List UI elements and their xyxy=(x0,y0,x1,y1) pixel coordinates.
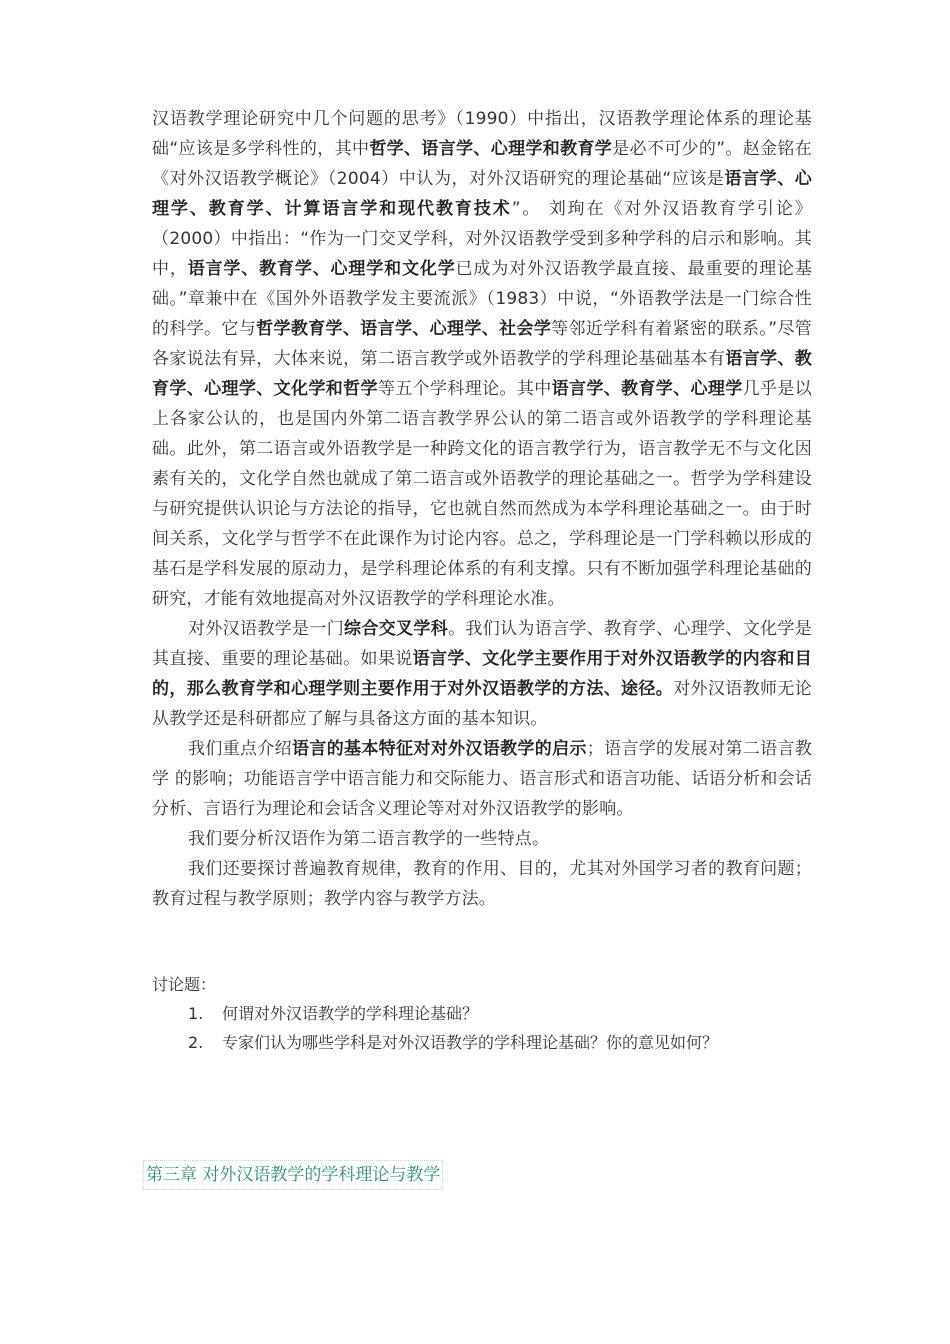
text-run: 已成为对外汉语教学最直接、最重要的理论基础。”章兼中在《国外外语教学发主要流派》（1983）中说，“外语教学法是一门综合性的科学。它与 xyxy=(152,259,813,339)
chapter-heading[interactable]: 第三章 对外汉语教学的学科理论与教学 xyxy=(143,1160,443,1190)
bold-run: 哲学、语言学、心理学和教育学 xyxy=(369,139,613,159)
text-run: 。我们认为语言学、教育学、心理学、文化学是其直接、重要的理论基础。如果说 xyxy=(152,619,812,669)
text-run: ”。 刘珣在《对外汉语教育学引论》（2000）中指出：“作为一门交叉学科，对外汉语教学受到多种学科的启示和影响。其中， xyxy=(152,199,812,279)
question-number: 2. xyxy=(188,1033,204,1052)
paragraph-interdisciplinary xyxy=(152,614,812,734)
paragraph-theory-basis xyxy=(152,104,812,614)
text-run: 几乎是以上各家公认的，也是国内外第二语言教学界公认的第二语言或外语教学的学科理论基础。此外，第二语言或外语教学是一种跨文化的语言教学行为，语言教学无不与文化因素有关的，文化学自然也就成了第二语言或外语教学的理论基础之一。哲学为学科建设与研究提供认识论与方法论的指导，它也就自然而然成为本学科理论基础之一。由于时间关系，文化学与哲学不在此课作为讨论内容。总之，学科理论是一门学科赖以形成的基石是学科发展的原动力，是学科理论体系的有利支撑。只有不断加强学科理论基础的研究，才能有效地提高对外汉语教学的学科理论水准。 xyxy=(152,379,813,609)
question-text: 专家们认为哪些学科是对外汉语教学的学科理论基础？你的意见如何？ xyxy=(222,1033,719,1052)
paragraph-focus xyxy=(152,734,812,824)
text-run: 汉语教学理论研究中几个问题的思考》（1990）中指出，汉语教学理论体系的理论基础“应该是多学科性的，其中 xyxy=(152,109,812,159)
question-text: 何谓对外汉语教学的学科理论基础？ xyxy=(222,1004,479,1023)
discussion-heading: 讨论题： xyxy=(152,975,217,994)
text-run: 对外汉语教师无论从教学还是科研都应了解与具备这方面的基本知识。 xyxy=(152,679,812,729)
text-run: 等邻近学科有着紧密的联系。”尽管各家说法有异，大体来说，第二语言教学或外语教学的学科理论基础基本有 xyxy=(152,319,812,369)
bold-run: 语言学、教育学、心理学 xyxy=(551,379,743,399)
bold-run: 语言学、教育学、心理学、文化学和哲学 xyxy=(152,349,813,399)
body-text xyxy=(152,104,812,914)
paragraph-education: 我们还要探讨普遍教育规律，教育的作用、目的，尤其对外国学习者的教育问题；教育过程与教学原则；教学内容与教学方法。 xyxy=(152,859,812,909)
text-run: 等五个学科理论。其中 xyxy=(377,379,552,399)
bold-run: 综合交叉学科 xyxy=(344,619,449,639)
question-number: 1. xyxy=(188,1004,204,1023)
text-run: 对外汉语教学是一门 xyxy=(188,619,345,639)
text-run: ；语言学的发展对第二语言教学 的影响；功能语言学中语言能力和交际能力、语言形式和语言功能、话语分析和会话分析、言语行为理论和会话含义理论等对对外汉语教学的影响。 xyxy=(152,739,813,819)
discussion-section xyxy=(152,970,832,1057)
bold-run: 语言学、文化学主要作用于对外汉语教学的内容和目的，那么教育学和心理学则主要作用于对外汉语教学的方法、途径。 xyxy=(152,649,812,699)
text-run: 是必不可少的”。赵金铭在《对外汉语教学概论》（2004）中认为，对外汉语研究的理论基础“应该是 xyxy=(152,139,812,189)
bold-run: 哲学教育学、语言学、心理学、社会学 xyxy=(256,319,552,339)
discussion-question xyxy=(152,1028,832,1057)
text-run: 我们重点介绍 xyxy=(188,739,293,759)
bold-run: 语言的基本特征对对外汉语教学的启示 xyxy=(292,739,587,759)
bold-run: 语言学、教育学、心理学和文化学 xyxy=(187,259,456,279)
bold-run: 语言学、心理学、教育学、计算语言学和现代教育技术 xyxy=(152,169,812,219)
paragraph-analysis: 我们要分析汉语作为第二语言教学的一些特点。 xyxy=(188,829,550,849)
discussion-question xyxy=(152,999,832,1028)
